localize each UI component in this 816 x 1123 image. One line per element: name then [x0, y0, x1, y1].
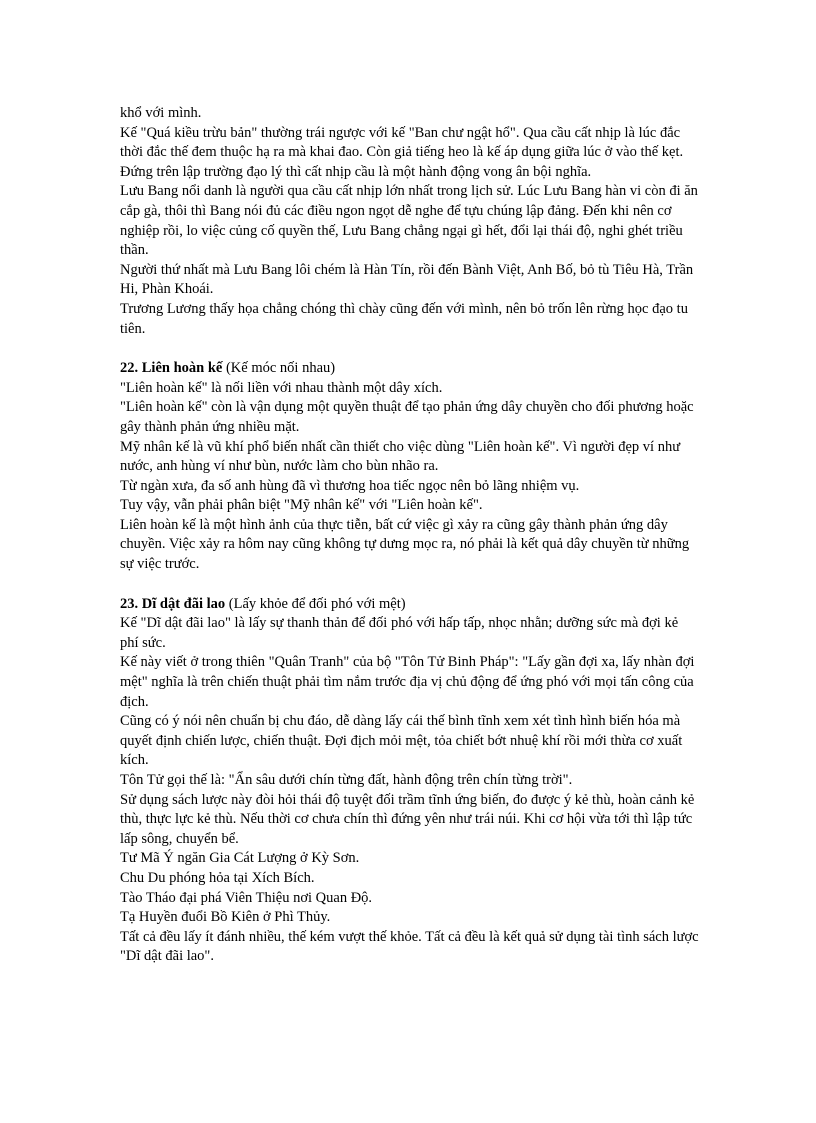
paragraph: Đứng trên lập trường đạo lý thì cất nhịp cầu là một hành động vong ân bội nghĩa.	[120, 163, 592, 180]
paragraph: Kế này viết ở trong thiên "Quân Tranh" của bộ "Tôn Tử Binh Pháp": "Lấy gần đợi xa, lấy nhàn đợi mệt" nghĩa là trên chiến thuật phải tìm nắm trước địa vị chủ động để ứng phó với mọi tấn công của địch.	[120, 654, 695, 710]
paragraph: Tư Mã Ý ngăn Gia Cát Lượng ở Kỳ Sơn.	[120, 850, 360, 867]
paragraph: "Liên hoàn kế" là nối liền với nhau thành một dây xích.	[120, 379, 443, 396]
section-spacer	[120, 339, 700, 359]
paragraph: Người thứ nhất mà Lưu Bang lôi chém là Hàn Tín, rồi đến Bành Việt, Anh Bố, bỏ tù Tiêu Hà, Trần Hi, Phàn Khoái.	[120, 261, 694, 298]
section-23	[120, 595, 700, 967]
paragraph: Liên hoàn kế là một hình ảnh của thực tiễn, bất cứ việc gì xảy ra cũng gây thành phản ứng dây chuyền. Việc xảy ra hôm nay cũng không tự dưng mọc ra, nó phải là kết quả dây chuyền từ những sự việc trước.	[120, 516, 690, 573]
paragraph: Cũng có ý nói nên chuẩn bị chu đáo, dễ dàng lấy cái thế bình tĩnh xem xét tình hình biến hóa mà quyết định chiến lược, chiến thuật. Đợi địch mỏi mệt, tỏa chiết bớt nhuệ khí rồi mới thừa cơ xuất kích.	[120, 713, 683, 769]
paragraph: Lưu Bang nổi danh là người qua cầu cất nhịp lớn nhất trong lịch sử. Lúc Lưu Bang hàn vi còn đi ăn cắp gà, thôi thì Bang nói đủ các điều ngon ngọt dễ nghe để tựu chúng lập đảng. Đến khi nên cơ nghiệp rồi, lo việc củng cố quyền thế, Lưu Bang chẳng ngại gì hết, đổi lại thái độ, nghi ghét triều thần.	[120, 183, 698, 259]
intro-section	[120, 104, 700, 339]
paragraph: Tất cả đều lấy ít đánh nhiều, thế kém vượt thế khỏe. Tất cả đều là kết quả sử dụng tài tình sách lược "Dĩ dật đãi lao".	[120, 928, 699, 965]
paragraph: Kế "Dĩ dật đãi lao" là lấy sự thanh thản để đối phó với hấp tấp, nhọc nhằn; dưỡng sức mà đợi kẻ phí sức.	[120, 615, 679, 651]
paragraph: Sử dụng sách lược này đòi hỏi thái độ tuyệt đối trầm tĩnh ứng biến, đo được ý kẻ thù, hoàn cảnh kẻ thù, thực lực kẻ thù. Nếu thời cơ chưa chín thì đứng yên như trái núi. Khi cơ hội vừa tới thì lập tức lấp sông, chuyển bể.	[120, 791, 695, 847]
section-spacer	[120, 575, 700, 595]
paragraph: Chu Du phóng hỏa tại Xích Bích.	[120, 869, 315, 886]
paragraph: Mỹ nhân kế là vũ khí phổ biến nhất cần thiết cho việc dùng "Liên hoàn kế". Vì người đẹp ví như nước, anh hùng ví như bùn, nước làm cho bùn nhão ra.	[120, 438, 681, 475]
section-22	[120, 359, 700, 575]
paragraph: Tuy vậy, vẫn phải phân biệt "Mỹ nhân kế" với "Liên hoàn kế".	[120, 497, 483, 514]
document-page	[120, 104, 700, 967]
paragraph: Tôn Tử gọi thế là: "Ẩn sâu dưới chín từng đất, hành động trên chín từng trời".	[120, 772, 573, 788]
section-subtitle: (Lấy khỏe để đối phó với mệt)	[225, 595, 406, 612]
paragraph: Kế "Quá kiều trừu bản" thường trái ngược với kế "Ban chư ngật hổ". Qua cầu cất nhịp là lúc đắc thời đắc thế đem thuộc hạ ra mà khai đao. Còn giả tiếng heo là kế áp dụng giữa lúc ở vào thế kẹt.	[120, 124, 684, 161]
paragraph: Trương Lương thấy họa chẳng chóng thì chày cũng đến với mình, nên bỏ trốn lên rừng học đạo tu tiên.	[120, 300, 688, 337]
section-subtitle: (Kế móc nối nhau)	[222, 360, 336, 377]
paragraph: "Liên hoàn kế" còn là vận dụng một quyền thuật để tạo phản ứng dây chuyền cho đối phương hoặc gây thành phản ứng nhiều mặt.	[120, 399, 694, 435]
section-title: 23. Dĩ dật đãi lao	[120, 595, 226, 612]
paragraph: Tào Tháo đại phá Viên Thiệu nơi Quan Độ.	[120, 889, 373, 906]
paragraph: Từ ngàn xưa, đa số anh hùng đã vì thương hoa tiếc ngọc nên bỏ lãng nhiệm vụ.	[120, 477, 580, 494]
section-heading	[120, 359, 700, 379]
section-title: 22. Liên hoàn kế	[120, 360, 223, 377]
paragraph: khổ với mình.	[120, 105, 202, 121]
section-heading	[120, 595, 700, 615]
paragraph: Tạ Huyền đuổi Bồ Kiên ở Phì Thủy.	[120, 909, 331, 926]
